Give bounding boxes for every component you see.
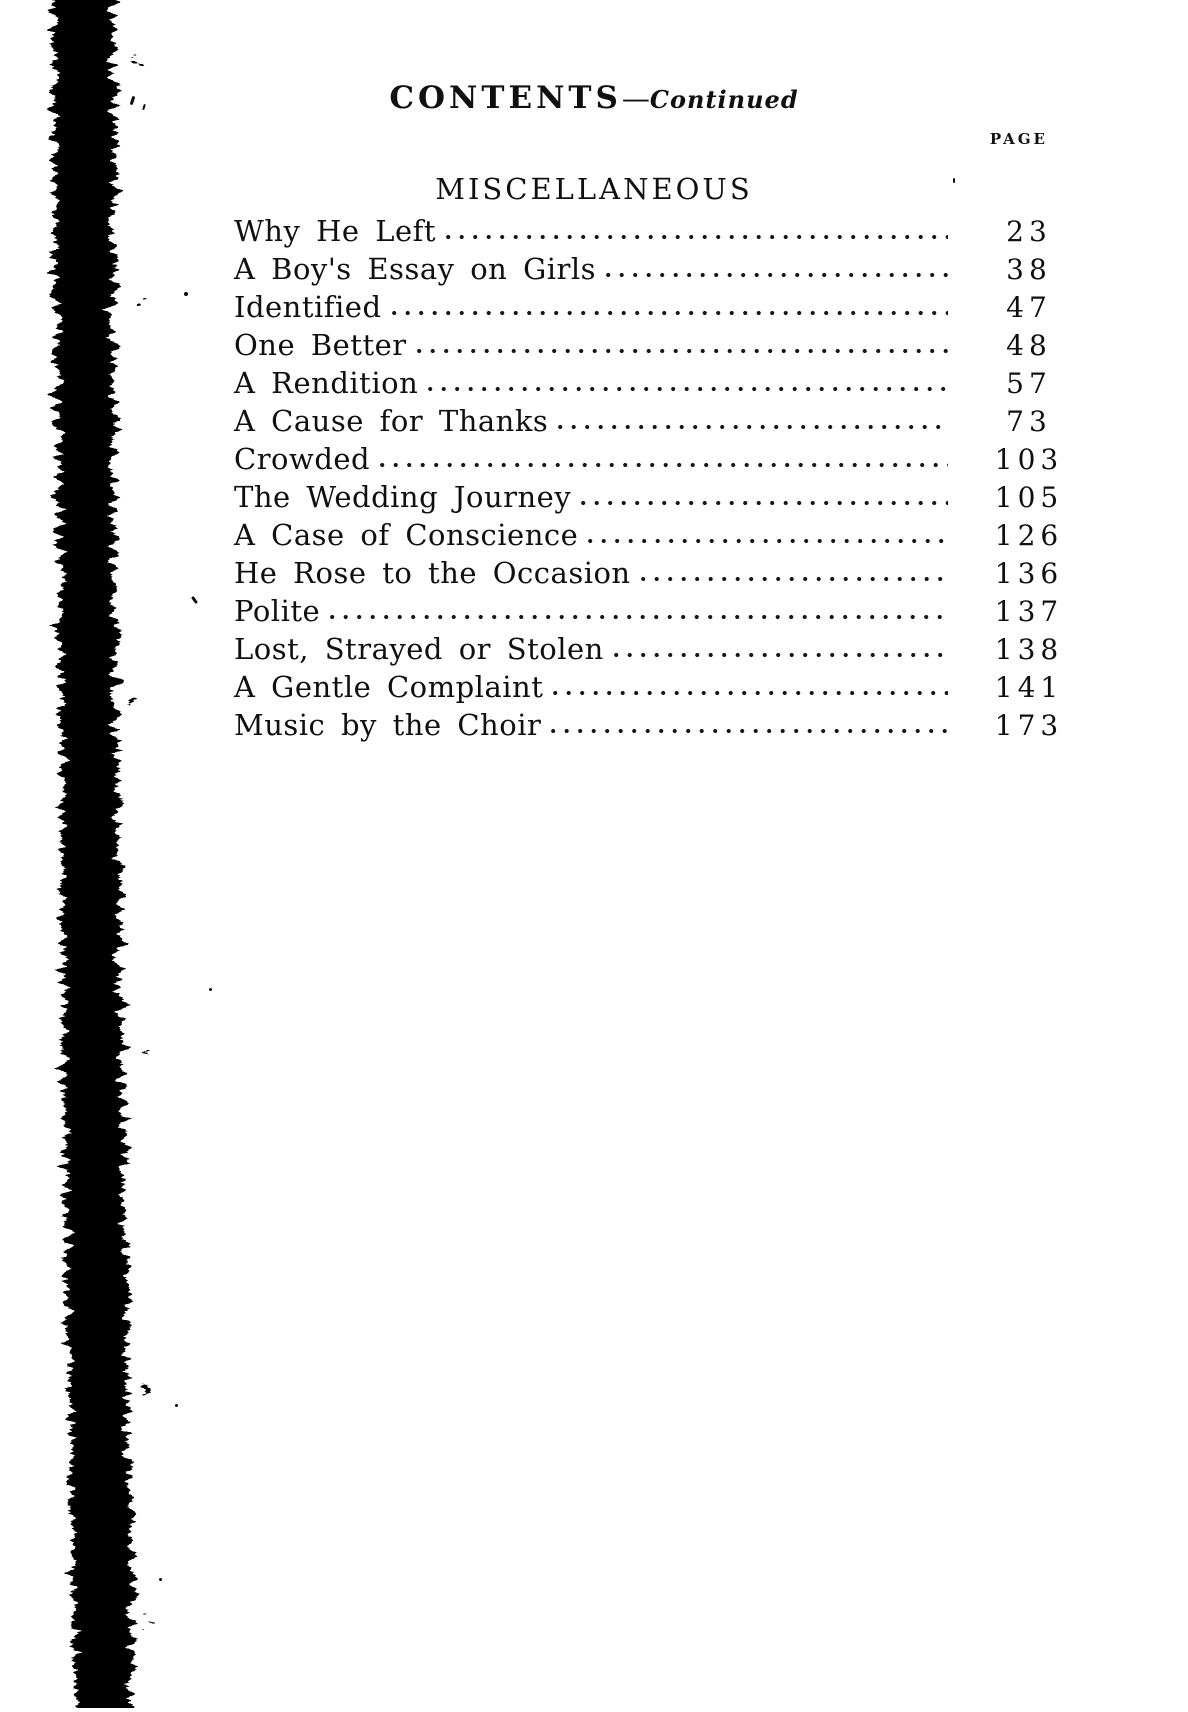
- toc-entry: [234, 326, 1065, 364]
- dot-leader: [428, 385, 948, 393]
- dot-leader: [641, 575, 948, 583]
- dot-leader: [446, 233, 948, 241]
- entry-page-number: 73: [1006, 405, 1052, 438]
- entry-page-number: 137: [994, 595, 1064, 628]
- entry-title: Identified: [234, 290, 382, 324]
- contents-title-continued: Continued: [649, 85, 799, 114]
- dot-leader: [588, 537, 948, 545]
- page-header: [0, 80, 1188, 116]
- entry-title: A Cause for Thanks: [234, 404, 549, 438]
- toc-entry: [234, 554, 1065, 592]
- dot-leader: [392, 309, 948, 317]
- title-dash: —: [621, 82, 650, 115]
- toc-entry: [234, 516, 1065, 554]
- entry-page-number: 47: [1006, 291, 1052, 324]
- entry-page-number: 173: [994, 709, 1064, 742]
- dot-leader: [558, 423, 948, 431]
- toc-entry: [234, 668, 1065, 706]
- entry-title: Crowded: [234, 442, 371, 476]
- dot-leader: [606, 271, 948, 279]
- entry-title: A Gentle Complaint: [234, 670, 544, 704]
- toc-list: [234, 212, 1065, 744]
- entry-title: Why He Left: [234, 214, 437, 248]
- entry-page-number: 126: [994, 519, 1064, 552]
- dot-leader: [551, 727, 948, 735]
- toc-entry: [234, 478, 1065, 516]
- dot-leader: [581, 499, 948, 507]
- toc-entry: [234, 592, 1065, 630]
- entry-page-number: 48: [1006, 329, 1052, 362]
- section-title-miscellaneous: MISCELLANEOUS: [435, 172, 753, 206]
- entry-page-number: 57: [1006, 367, 1052, 400]
- scan-speck: [175, 1404, 178, 1407]
- entry-page-number: 38: [1006, 253, 1052, 286]
- entry-title: Lost, Strayed or Stolen: [234, 632, 604, 666]
- page-column-label: PAGE: [989, 130, 1048, 148]
- entry-title: One Better: [234, 328, 407, 362]
- entry-title: A Rendition: [234, 366, 419, 400]
- dot-leader: [330, 613, 948, 621]
- entry-page-number: 136: [994, 557, 1064, 590]
- dot-leader: [553, 689, 948, 697]
- dot-leader: [417, 347, 948, 355]
- toc-entry: [234, 212, 1065, 250]
- scan-speck: [191, 596, 198, 604]
- toc-entry: [234, 364, 1065, 402]
- toc-entry: [234, 440, 1065, 478]
- entry-title: He Rose to the Occasion: [234, 556, 631, 590]
- contents-title: CONTENTS: [389, 80, 622, 116]
- scan-speck: [209, 988, 212, 991]
- entry-page-number: 105: [994, 481, 1064, 514]
- entry-page-number: 138: [994, 633, 1064, 666]
- entry-title: A Boy's Essay on Girls: [234, 252, 597, 286]
- entry-title: Music by the Choir: [234, 708, 542, 742]
- toc-entry: [234, 288, 1065, 326]
- dot-leader: [614, 651, 948, 659]
- entry-title: Polite: [234, 594, 321, 628]
- toc-entry: [234, 706, 1065, 744]
- scan-speck: [159, 1578, 162, 1581]
- toc-entry: [234, 402, 1065, 440]
- toc-entry: [234, 630, 1065, 668]
- entry-page-number: 141: [994, 671, 1064, 704]
- entry-title: The Wedding Journey: [234, 480, 572, 514]
- entry-page-number: 23: [1006, 215, 1052, 248]
- dot-leader: [380, 461, 948, 469]
- toc-entry: [234, 250, 1065, 288]
- scan-speck: [184, 292, 188, 296]
- entry-page-number: 103: [994, 443, 1064, 476]
- entry-title: A Case of Conscience: [234, 518, 579, 552]
